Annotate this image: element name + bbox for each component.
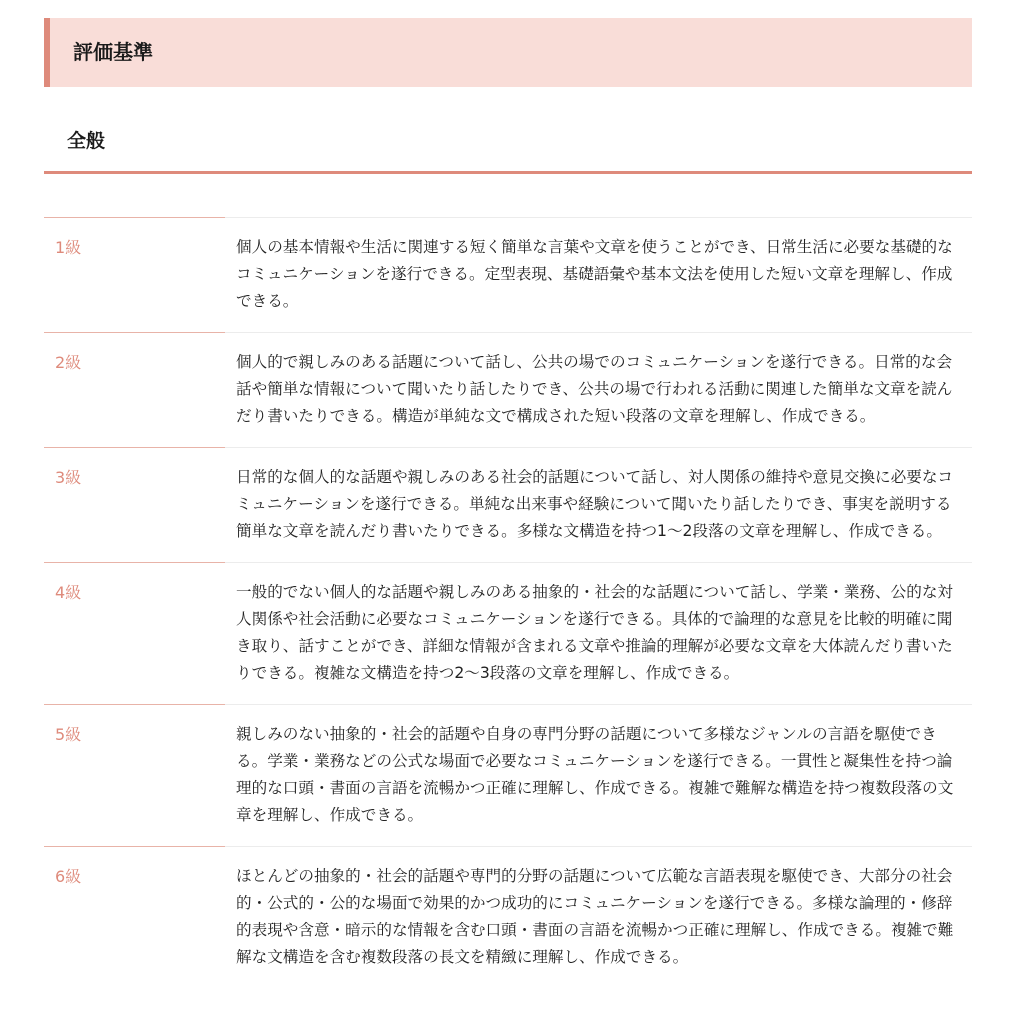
grade-row-6 — [44, 846, 972, 988]
grade-description: 日常的な個人的な話題や親しみのある社会的話題について話し、対人関係の維持や意見交換に必要なコミュニケーションを遂行できる。単純な出来事や経験について聞いたり話したりでき、事実を説明する簡単な文章を読んだり書いたりできる。多様な文構造を持つ1〜2段落の文章を理解し、作成できる。 — [236, 468, 954, 540]
grade-row-2 — [44, 332, 972, 447]
grade-label: 5級 — [55, 725, 82, 744]
grade-label: 4級 — [55, 583, 82, 602]
section-header — [44, 18, 972, 87]
subsection-divider — [44, 171, 972, 174]
grade-row-1 — [44, 217, 972, 332]
grade-label: 1級 — [55, 238, 82, 257]
grade-description: 一般的でない個人的な話題や親しみのある抽象的・社会的な話題について話し、学業・業務、公的な対人関係や社会活動に必要なコミュニケーションを遂行できる。具体的で論理的な意見を比較的明確に聞き取り、話すことができ、詳細な情報が含まれる文章や推論的理解が必要な文章を大体読んだり書いたりできる。複雑な文構造を持つ2〜3段落の文章を理解し、作成できる。 — [236, 583, 954, 682]
grade-description: 個人の基本情報や生活に関連する短く簡単な言葉や文章を使うことができ、日常生活に必要な基礎的なコミュニケーションを遂行できる。定型表現、基礎語彙や基本文法を使用した短い文章を理解し、作成できる。 — [236, 238, 953, 310]
grade-row-5 — [44, 704, 972, 846]
subsection-title: 全般 — [67, 130, 106, 152]
section-title: 評価基準 — [73, 40, 153, 64]
grade-description: 親しみのない抽象的・社会的話題や自身の専門分野の話題について多様なジャンルの言語を駆使できる。学業・業務などの公式な場面で必要なコミュニケーションを遂行できる。一貫性と凝集性を持つ論理的な口頭・書面の言語を流暢かつ正確に理解し、作成できる。複雑で難解な構造を持つ複数段落の文章を理解し、作成できる。 — [236, 725, 954, 824]
grade-criteria-table — [44, 217, 972, 988]
grade-row-3 — [44, 447, 972, 562]
grade-description: ほとんどの抽象的・社会的話題や専門的分野の話題について広範な言語表現を駆使でき、大部分の社会的・公式的・公的な場面で効果的かつ成功的にコミュニケーションを遂行できる。多様な論理的・修辞的表現や含意・暗示的な情報を含む口頭・書面の言語を流暢かつ正確に理解し、作成できる。複雑で難解な文構造を含む複数段落の長文を精緻に理解し、作成できる。 — [236, 867, 954, 966]
grade-description: 個人的で親しみのある話題について話し、公共の場でのコミュニケーションを遂行できる。日常的な会話や簡単な情報について聞いたり話したりでき、公共の場で行われる活動に関連した簡単な文章を読んだり書いたりできる。構造が単純な文で構成された短い段落の文章を理解し、作成できる。 — [236, 353, 953, 425]
grade-label: 6級 — [55, 867, 82, 886]
grade-label: 2級 — [55, 353, 82, 372]
grade-row-4 — [44, 562, 972, 704]
grade-label: 3級 — [55, 468, 82, 487]
